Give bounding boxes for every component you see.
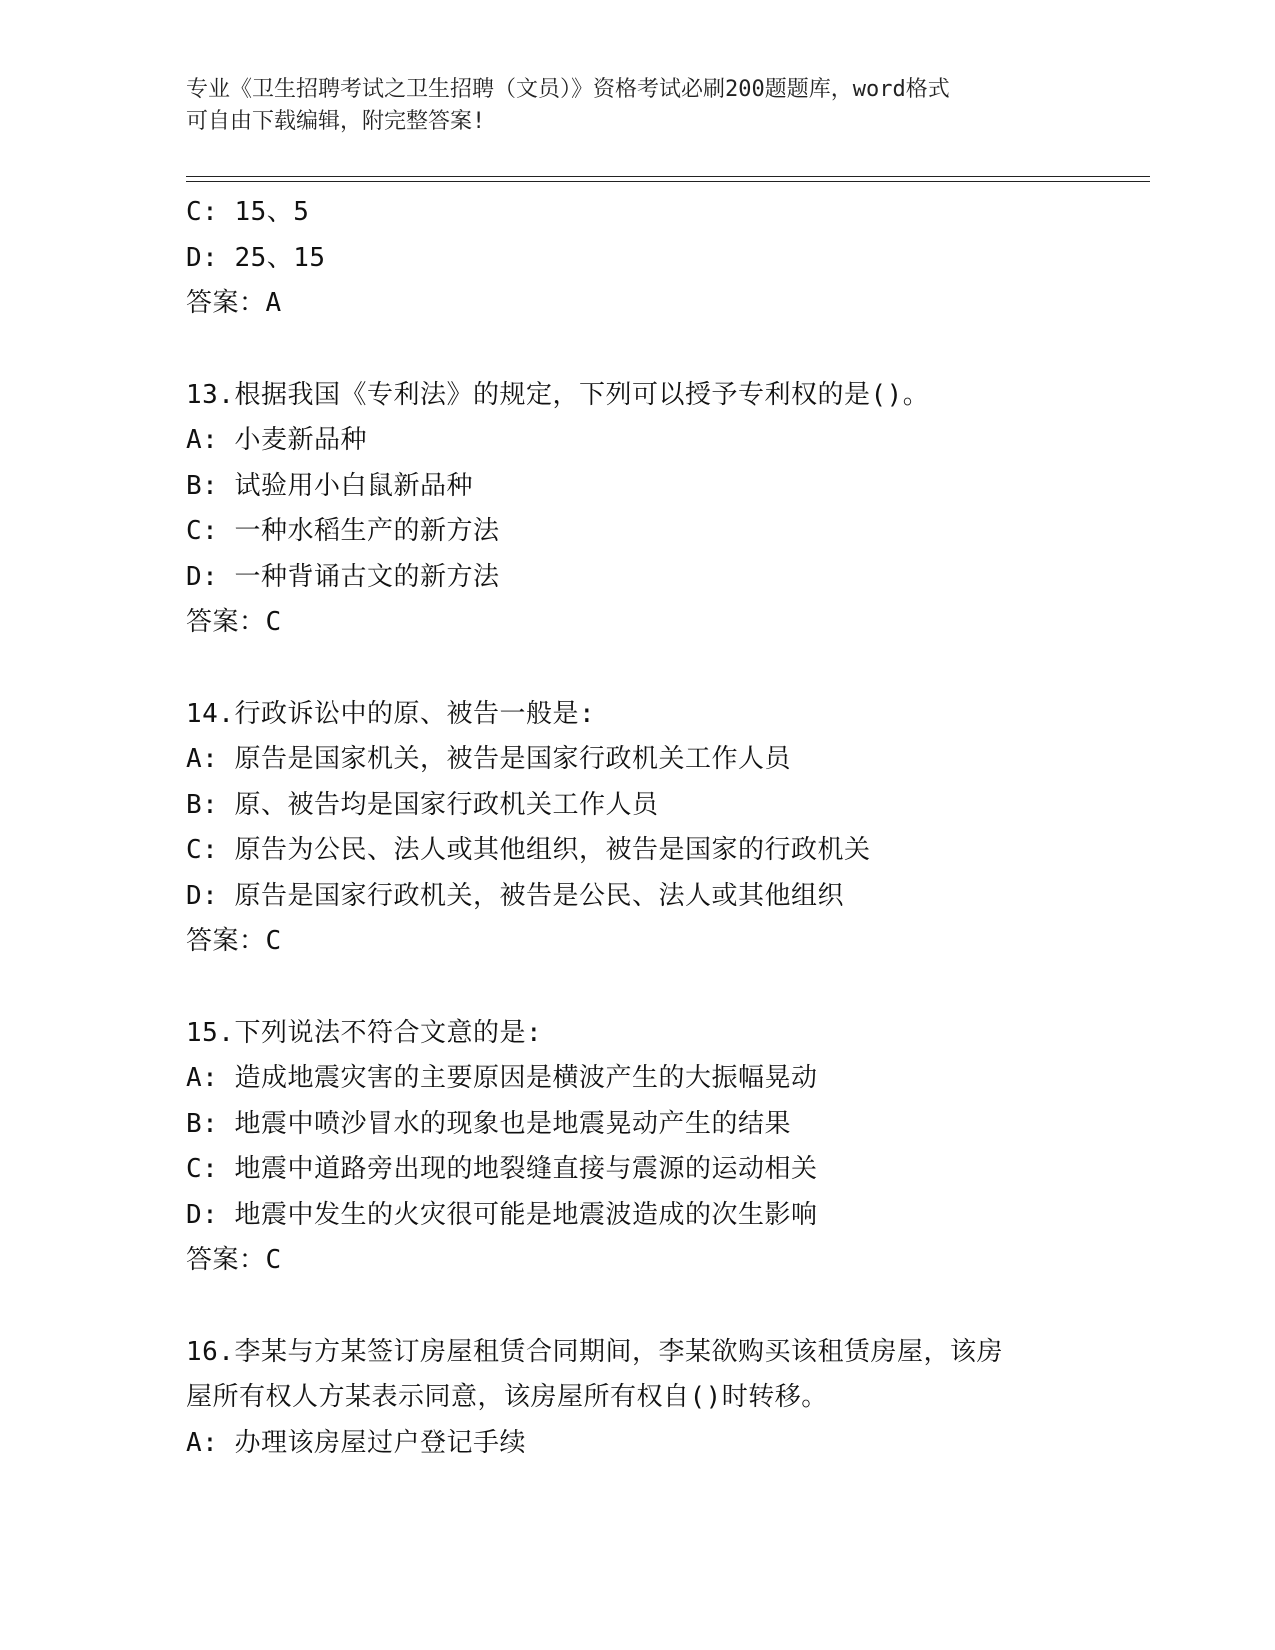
answer-value: C — [265, 926, 282, 956]
question-stem-line-2: 屋所有权人方某表示同意，该房屋所有权自()时转移。 — [186, 1382, 828, 1412]
answer-line — [186, 281, 1106, 327]
question-stem: 13.根据我国《专利法》的规定，下列可以授予专利权的是()。 — [186, 379, 930, 410]
answer-label: 答案： — [186, 1245, 266, 1275]
option-c: C: 15、5 — [186, 197, 310, 227]
answer-value: C — [265, 1245, 282, 1275]
page-header — [186, 74, 1066, 138]
spacer — [186, 327, 1106, 373]
question-16 — [186, 1330, 1106, 1467]
option-b: B: 试验用小白鼠新品种 — [186, 470, 473, 501]
option-a: A: 原告是国家机关，被告是国家行政机关工作人员 — [186, 744, 791, 774]
question-stem: 15.下列说法不符合文意的是: — [186, 1017, 543, 1048]
option-c: C: 一种水稻生产的新方法 — [186, 516, 500, 546]
question-12-continuation — [186, 190, 1106, 327]
answer-label: 答案： — [186, 926, 266, 956]
option-a: A: 造成地震灾害的主要原因是横波产生的大振幅晃动 — [186, 1063, 818, 1093]
option-d: D: 一种背诵古文的新方法 — [186, 561, 500, 592]
answer-value: A — [265, 288, 282, 318]
answer-label: 答案： — [186, 607, 266, 637]
option-d: D: 原告是国家行政机关，被告是公民、法人或其他组织 — [186, 880, 844, 911]
option-c: C: 地震中道路旁出现的地裂缝直接与震源的运动相关 — [186, 1154, 818, 1184]
header-line-2: 可自由下载编辑，附完整答案! — [186, 109, 486, 134]
question-stem: 14.行政诉讼中的原、被告一般是: — [186, 698, 596, 729]
spacer — [186, 965, 1106, 1011]
option-d: D: 地震中发生的火灾很可能是地震波造成的次生影响 — [186, 1199, 818, 1230]
answer-label: 答案： — [186, 288, 266, 318]
spacer — [186, 646, 1106, 692]
document-body — [186, 190, 1106, 1466]
header-rule-top — [186, 176, 1150, 177]
question-stem-line-1: 16.李某与方某签订房屋租赁合同期间，李某欲购买该租赁房屋，该房 — [186, 1336, 1003, 1367]
option-c: C: 原告为公民、法人或其他组织，被告是国家的行政机关 — [186, 835, 871, 865]
question-14 — [186, 692, 1106, 965]
answer-line — [186, 600, 1106, 646]
option-a: A: 办理该房屋过户登记手续 — [186, 1427, 526, 1458]
question-13 — [186, 373, 1106, 646]
option-b: B: 原、被告均是国家行政机关工作人员 — [186, 789, 659, 820]
header-line-1: 专业《卫生招聘考试之卫生招聘（文员）》资格考试必刷200题题库，word格式 — [186, 77, 950, 102]
header-rule-bottom — [186, 181, 1150, 182]
question-15 — [186, 1011, 1106, 1284]
option-b: B: 地震中喷沙冒水的现象也是地震晃动产生的结果 — [186, 1108, 791, 1139]
option-a: A: 小麦新品种 — [186, 425, 367, 455]
spacer — [186, 1284, 1106, 1330]
answer-line — [186, 919, 1106, 965]
answer-line — [186, 1238, 1106, 1284]
option-d: D: 25、15 — [186, 242, 326, 273]
answer-value: C — [265, 607, 282, 637]
